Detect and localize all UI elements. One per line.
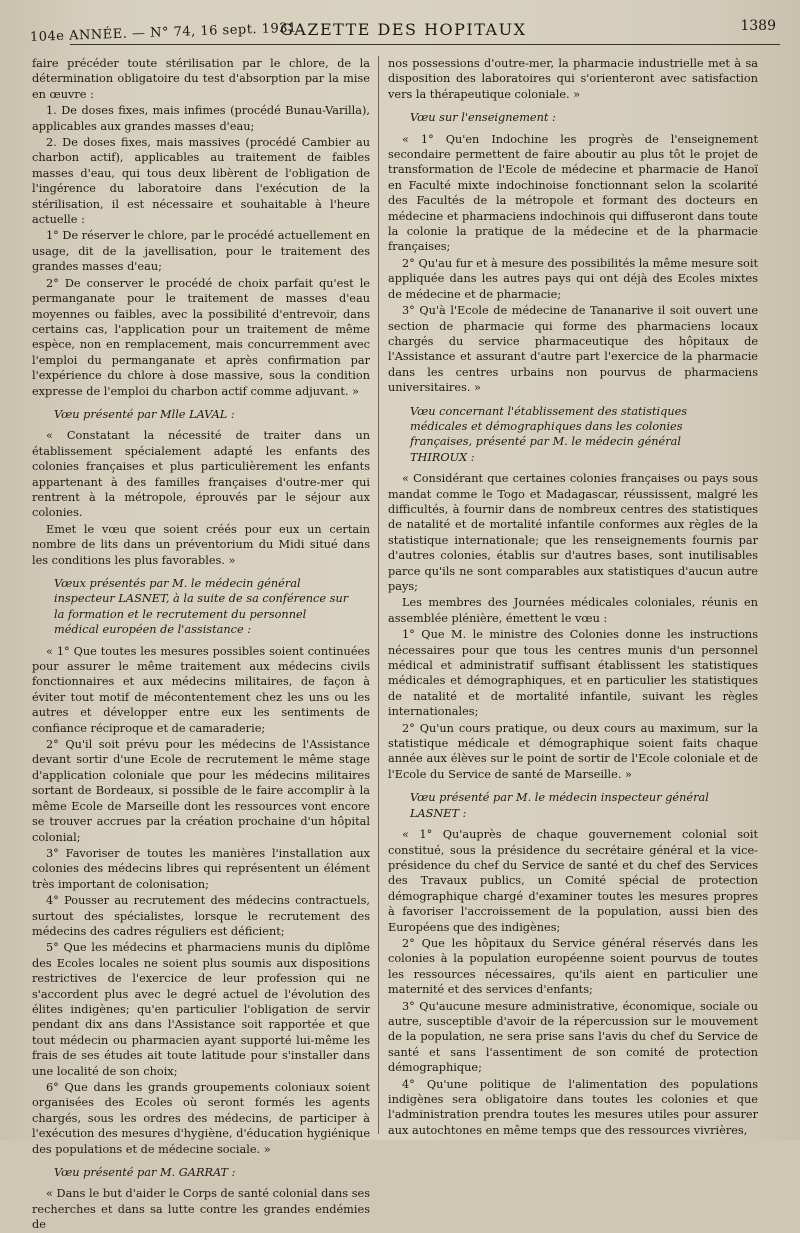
paragraph: 4° Pousser au recrutement des médecins contractuels, surtout des spécialistes, lorsque le recrutement des médecins des cadres réguliers est déficient; [32,894,370,938]
journal-title: GAZETTE DES HOPITAUX [280,20,527,39]
paragraph: Emet le vœu que soient créés pour eux un certain nombre de lits dans un préventorium du Midi situé dans les conditions les plus favorables. » [32,522,370,567]
left-column [32,56,371,1232]
section-heading: Vœu sur l'enseignement : [410,111,556,125]
page-number: 1389 [740,18,776,34]
paragraph: nos possessions d'outre-mer, la pharmacie industrielle met à sa disposition des laboratoires qui s'orienteront avec satisfaction vers la thérapeutique coloniale. » [388,57,758,101]
paragraph: 2° Qu'un cours pratique, ou deux cours au maximum, sur la statistique médicale et démographique soient faits chaque année aux élèves sur le point de sortir de l'Ecole coloniale et de l'Ecole du Service de santé de Marseille. » [388,721,758,781]
paragraph: « Considérant que certaines colonies françaises ou pays sous mandat comme le Togo et Madagascar, réussissent, malgré les difficultés, à fournir dans de nombreux centres des statistiques de natalité et de mortalité infantile conformes aux règles de la statistique internationale; que les renseignements fournis par d'autres colonies, établis sur d'autres bases, sont inutilisables parce qu'ils ne sont comparables aux statistiques d'aucun autre pays; [388,472,758,593]
paragraph: 2° Que les hôpitaux du Service général réservés dans les colonies à la population européenne soient pourvus de toutes les ressources nécessaires, qu'ils aient en particulier une maternité et des services d'enfants; [388,936,758,997]
paragraph: « 1° Qu'en Indochine les progrès de l'enseignement secondaire permettent de faire aboutir au plus tôt le projet de transformation de l'Ecole de médecine et pharmacie de Hanoï en Faculté mixte indochinoise fonctionnant selon la scolarité des Facultés de la métropole et formant des docteurs en médecine et pharmaciens indochinois qui diffuseront dans toute la colonie la pratique de la médecine et de la pharmacie françaises; [388,132,758,254]
section-heading: Vœu présenté par M. le médecin inspecteur général LASNET : [410,791,709,820]
paragraph: 2. De doses fixes, mais massives (procédé Cambier au charbon actif), applicables au traitement de faibles masses d'eau, qui tous deux libèrent de l'obligation de l'ingérence du laboratoire dans l'exécution de la stérilisation, il est nécessaire et souhaitable à l'heure actuelle : [32,136,370,227]
paragraph: 1. De doses fixes, mais infimes (procédé Bunau-Varilla), applicables aux grandes masses d'eau; [32,104,370,133]
paragraph: 6° Que dans les grands groupements coloniaux soient organisées des Ecoles où seront formés les agents chargés, sous les ordres des médecins, de participer à l'exécution des mesures d'hygiène, d'éducation hygiénique des populations et de médecine sociale. » [32,1081,370,1156]
section-heading: Vœu concernant l'établissement des statistiques médicales et démographiques dans les colonies françaises, présenté par M. le médecin général THIROUX : [410,404,688,464]
paragraph: 1° Que M. le ministre des Colonies donne les instructions nécessaires pour que tous les centres munis d'un personnel médical et administratif suffisant établissent les statistiques médicales et démographiques, et en particulier les statistiques de natalité et de mortalité infantile, suivant les règles internationales; [388,628,758,719]
paragraph: faire précéder toute stérilisation par le chlore, de la détermination obligatoire du test d'absorption par la mise en œuvre : [32,57,370,101]
paragraph: 5° Que les médecins et pharmaciens munis du diplôme des Ecoles locales ne soient plus soumis aux dispositions restrictives de l'exercice de leur profession qui ne s'accordent plus avec le degré actuel de l'évolution des élites indigènes; qu'en particulier l'obligation de servir pendant dix ans dans l'Assistance soit rapportée et que tout médecin ou pharmacien ayant supporté lui-même les frais de ses études ait toute latitude pour s'installer dans une localité de son choix; [32,941,370,1078]
column-divider [378,56,379,1134]
paragraph: 2° Qu'au fur et à mesure des possibilités la même mesure soit appliquée dans les autres pays qui ont déjà des Ecoles mixtes de médecine et de pharmacie; [388,256,758,301]
paragraph: « 1° Que toutes les mesures possibles soient continuées pour assurer le même traitement aux médecins civils fonctionnaires et aux médecins militaires, de façon à éviter tout motif de mécontentement chez les uns ou les autres et développer entre eux les sentiments de confiance réciproque et de camaraderie; [32,644,370,735]
paragraph: 3° Qu'à l'Ecole de médecine de Tananarive il soit ouvert une section de pharmacie qui forme des pharmaciens locaux chargés du service pharmaceutique des hôpitaux de l'Assistance et assurant d'autre part l'exercice de la pharmacie dans les centres urbains non pourvus de pharmaciens universitaires. » [388,304,758,395]
paragraph: 3° Qu'aucune mesure administrative, économique, sociale ou autre, susceptible d'avoir de la répercussion sur le mouvement de la population, ne sera prise sans l'avis du chef du Service de santé et sans l'assentiment de son comité de protection démographique; [388,999,758,1075]
paragraph: « Dans le but d'aider le Corps de santé colonial dans ses recherches et dans sa lutte contre les grandes endémies de [32,1187,370,1232]
paragraph: 1° De réserver le chlore, par le procédé actuellement en usage, dit de la javellisation, pour le traitement des grandes masses d'eau; [32,229,371,274]
paragraph: 3° Favoriser de toutes les manières l'installation aux colonies des médecins libres qui représentent un élément très important de colonisation; [32,846,370,891]
right-column [388,56,758,1136]
paragraph: 2° Qu'il soit prévu pour les médecins de l'Assistance devant sortir d'une Ecole de recrutement le même stage d'application coloniale que pour les médecins militaires sortant de Bordeaux, si possible de le faire accomplir à la même Ecole de Marseille dont les ressources vont encore se trouver accrues par la création prochaine d'un hôpital colonial; [32,738,370,844]
section-heading: Vœu présenté par Mlle LAVAL : [54,407,235,421]
page-header [30,6,780,46]
section-heading: Vœu présenté par M. GARRAT : [54,1166,236,1180]
paragraph: « 1° Qu'auprès de chaque gouvernement colonial soit constitué, sous la présidence du secrétaire général et la vice-présidence du chef du Service de santé et du chef des Services des Travaux publics, un Comité spécial de protection démographique chargé d'examiner toutes les mesures propres à favoriser l'accroissement de la population, aussi bien des Européens que des indigènes; [388,828,758,934]
section-heading: Vœux présentés par M. le médecin général inspecteur LASNET, à la suite de sa conférence sur la formation et le recrutement du personnel médical européen de l'assistance : [54,577,349,637]
paragraph: Les membres des Journées médicales coloniales, réunis en assemblée plénière, émettent le vœu : [388,596,758,625]
issue-line: 104e ANNÉE. — N° 74, 16 sept. 1931. [29,20,302,45]
paragraph: « Constatant la nécessité de traiter dans un établissement spécialement adapté les enfants des colonies françaises et plus particulièrement les enfants appartenant à des familles françaises d'outre-mer qui rentrent à la métropole, éprouvés par le séjour aux colonies. [32,429,370,520]
paragraph: 4° Qu'une politique de l'alimentation des populations indigènes sera obligatoire dans toutes les colonies et que l'administration prendra toutes les mesures utiles pour assurer aux autochtones en même temps que des ressources vivrières, [388,1077,758,1137]
paragraph: 2° De conserver le procédé de choix parfait qu'est le permanganate pour le traitement de masses d'eau moyennes ou faibles, avec la possibilité d'entrevoir, dans certains cas, l'application pour un traitement de même espèce, non en remplacement, mais concurremment avec l'emploi du permanganate et après confirmation par l'expérience du chlore à dose massive, sous la condition expresse de l'emploi du charbon actif comme adjuvant. » [32,276,370,398]
header-rule [70,44,780,45]
